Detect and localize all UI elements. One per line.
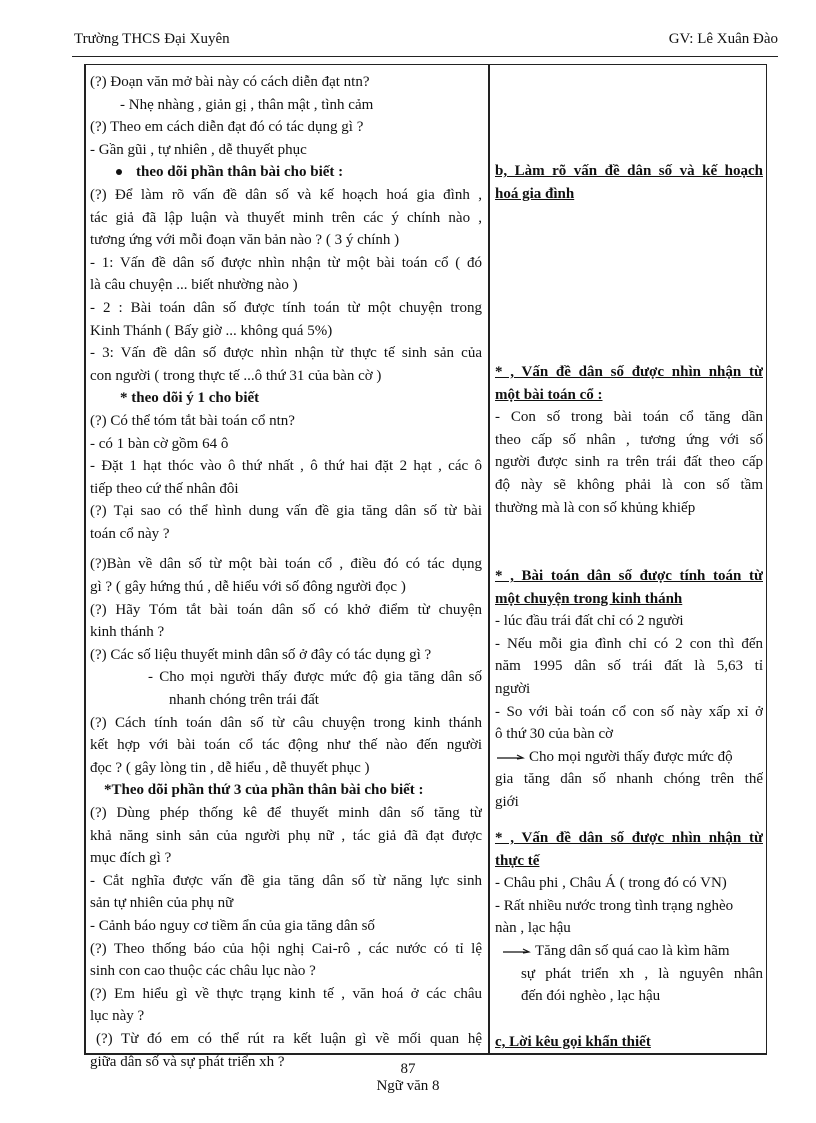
arrow-right-icon (503, 945, 531, 955)
left-line: (?) Hãy Tóm tắt bài toán dân số có khở điểm từ chuyện (90, 601, 482, 618)
right-arrow-line: Cho mọi người thấy được mức độ (495, 746, 763, 769)
left-line: - Cho mọi người thấy được mức độ gia tăng dân số (148, 669, 482, 686)
left-line: gì ? ( gây hứng thú , dễ hiểu với số đông người đọc ) (90, 579, 406, 596)
right-line: - Rất nhiều nước trong tình trạng nghèo (495, 897, 734, 914)
left-line: lục này ? (90, 1008, 145, 1025)
left-subheading: * theo dõi ý 1 cho biết (120, 390, 260, 407)
left-line: sinh con cao thuộc các châu lục nào ? (90, 963, 316, 980)
left-line: (?) Theo em cách diễn đạt đó có tác dụng gì ? (90, 119, 364, 136)
right-line: người (495, 680, 531, 697)
left-line: Kinh Thánh ( Bấy giờ ... không quá 5%) (90, 322, 333, 339)
left-line: (?) Từ đó em có thể rút ra kết luận gì về mối quan hệ (96, 1030, 482, 1047)
teacher-name: GV: Lê Xuân Đào (668, 31, 778, 47)
column-divider (488, 65, 490, 1053)
right-subheading: * , Vấn đề dân số được nhìn nhận từ (495, 364, 763, 380)
left-line: - có 1 bàn cờ gồm 64 ô (90, 435, 229, 452)
left-line: nhanh chóng trên trái đất (169, 692, 319, 709)
left-line: sản tự nhiên của phụ nữ (90, 895, 234, 912)
left-line: (?)Bàn về dân số từ một bài toán cổ , điều đó có tác dụng (90, 556, 482, 573)
right-line: năm 1995 dân số trái đất là 5,63 tỉ (495, 658, 763, 675)
left-line: (?) Các số liệu thuyết minh dân số ở đây có tác dụng gì ? (90, 646, 432, 663)
left-line: đọc ? ( gây lòng tin , dễ hiểu , dễ thuyết phục ) (90, 759, 370, 776)
left-line: tiếp theo cứ thế nhân đôi (90, 480, 239, 497)
left-subheading: *Theo dõi phần thứ 3 của phần thân bài cho biết : (104, 782, 424, 799)
right-line: - lúc đầu trái đất chỉ có 2 người (495, 613, 684, 630)
left-bullet-heading: theo dõi phần thân bài cho biết : (90, 161, 482, 184)
left-column (90, 71, 482, 1073)
right-subheading: một bài toán cổ : (495, 386, 603, 403)
right-line: độ này sẽ không phải là con số tầm (495, 476, 763, 493)
left-line: kinh thánh ? (90, 624, 165, 641)
header-rule (72, 56, 778, 57)
left-line: giữa dân số và sự phát triển xh ? (90, 1053, 285, 1070)
left-line: tương ứng với mỗi đoạn văn bản nào ? ( 3 ý chính ) (90, 232, 400, 249)
left-line: - Đặt 1 hạt thóc vào ô thứ nhất , ô thứ hai đặt 2 hạt , các ô (90, 458, 482, 475)
right-heading: b, Làm rõ vấn đề dân số và kế hoạch (495, 163, 763, 179)
left-line: (?) Theo thống báo của hội nghị Cai-rô , các nước có tỉ lệ (90, 940, 482, 957)
school-name: Trường THCS Đại Xuyên (74, 31, 230, 47)
right-line: nàn , lạc hậu (495, 920, 571, 937)
left-line: (?) Đoạn văn mở bài này có cách diễn đạt ntn? (90, 74, 370, 90)
right-line: - Con số trong bài toán cổ tăng dần (495, 409, 763, 426)
right-line: - Nếu mỗi gia đình chỉ có 2 con thì đến (495, 635, 763, 652)
arrow-right-icon (497, 751, 525, 761)
right-line: - Châu phi , Châu Á ( trong đó có VN) (495, 875, 727, 892)
right-subheading: * , Bài toán dân số được tính toán từ (495, 568, 763, 584)
right-line: theo cấp số nhân , tương ứng với số (495, 431, 763, 448)
left-line: là câu chuyện ... biết nhường nào ) (90, 277, 298, 294)
bullet-icon (116, 169, 122, 175)
left-line: (?) Dùng phép thống kê để thuyết minh dân số tăng từ (90, 805, 482, 821)
left-line: (?) Để làm rõ vấn đề dân số và kế hoạch hoá gia đình , (90, 186, 482, 203)
left-line: - 3: Vấn đề dân số được nhìn nhận từ thực tế sinh sản của (90, 345, 482, 362)
left-line: con người ( trong thực tế ...ô thứ 31 của bàn cờ ) (90, 367, 382, 384)
right-line: giới (495, 793, 519, 810)
left-line: - Cắt nghĩa được vấn đề gia tăng dân số từ năng lực sinh (90, 872, 482, 889)
left-line: (?) Cách tính toán dân số từ câu chuyện trong kinh thánh (90, 714, 482, 731)
right-line: sự phát triển xh , là nguyên nhân (521, 965, 763, 982)
left-line: - Cảnh báo nguy cơ tiềm ẩn của gia tăng dân số (90, 917, 375, 934)
left-line: (?) Em hiểu gì về thực trạng kinh tế , văn hoá ở các châu (90, 985, 482, 1002)
page-number: 87 (400, 1061, 416, 1077)
left-line: kết hợp với bài toán cổ tác động như thế nào đến người (90, 737, 482, 754)
right-arrow-line: Tăng dân số quá cao là kìm hãm (495, 940, 763, 963)
right-line: người được sinh ra trên trái đất theo cấp (495, 454, 763, 471)
right-subheading: một chuyện trong kinh thánh (495, 590, 683, 607)
left-line: tác giả đã lập luận và thuyết minh trên các ý chính nào , (90, 209, 482, 226)
subject-label: Ngữ văn 8 (376, 1078, 440, 1094)
left-line: - 1: Vấn đề dân số được nhìn nhận từ một bài toán cổ ( đó (90, 254, 482, 271)
right-line: đến đói nghèo , lạc hậu (521, 988, 661, 1005)
left-line: - Gần gũi , tự nhiên , dễ thuyết phục (90, 141, 307, 158)
left-line: - Nhẹ nhàng , giản gị , thân mật , tình cảm (120, 96, 374, 113)
right-line: thường mà là con số khủng khiếp (495, 499, 696, 516)
right-line: - So với bài toán cổ con số này xấp xỉ ở (495, 703, 763, 720)
right-heading: hoá gia đình (495, 185, 575, 202)
left-line: mục đích gì ? (90, 850, 172, 867)
left-line: khả năng sinh sản của người phụ nữ , tác giả đã đạt được (90, 827, 482, 844)
left-line: (?) Tại sao có thể hình dung vấn đề gia tăng dân số từ bài (90, 503, 482, 520)
left-line: (?) Có thể tóm tắt bài toán cổ ntn? (90, 412, 295, 429)
right-heading: c, Lời kêu gọi khẩn thiết (495, 1034, 651, 1050)
left-line: - 2 : Bài toán dân số được tính toán từ một chuyện trong (90, 299, 482, 316)
right-line: ô thứ 30 của bàn cờ (495, 726, 614, 743)
right-subheading: * , Vấn đề dân số được nhìn nhận từ (495, 830, 763, 846)
right-subheading: thực tế (495, 852, 540, 869)
left-line: toán cổ này ? (90, 525, 170, 542)
right-line: gia tăng dân số nhanh chóng trên thế (495, 771, 763, 788)
